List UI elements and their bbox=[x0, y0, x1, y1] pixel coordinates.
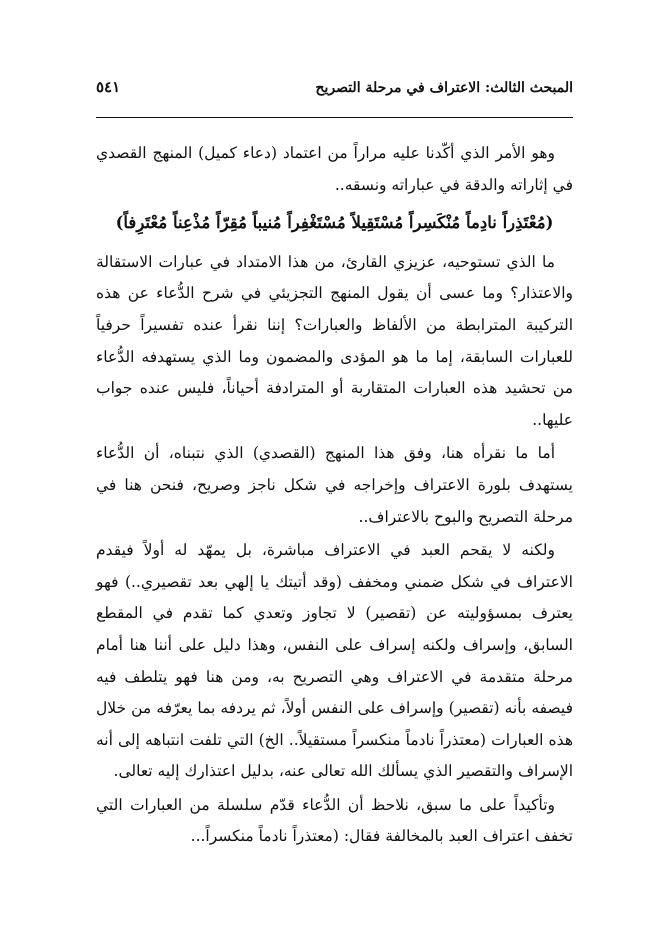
paragraph-1: وهو الأمر الذي أكّدنا عليه مراراً من اعتماد (دعاء كميل) المنهج القصدي في إثاراته والدقة في عباراته ونسقه.. bbox=[96, 144, 573, 194]
quoted-supplication: (مُعْتَذِراً نادِماً مُنْكَسِراً مُسْتَقِيلاً مُسْتَغْفِراً مُنيباً مُقِرّاً مُذْعِناً مُعْتَرِفاً) bbox=[115, 213, 554, 233]
paragraph-3: أما ما نقرأه هنا، وفق هذا المنهج (القصدي) الذي نتبناه، أن الدُّعاء يستهدف بلورة الاعتراف وإخراجه في شكل ناجز وصريح، فنحن هنا في مرحلة التصريح والبوح بالاعتراف.. bbox=[96, 444, 573, 526]
header-rule bbox=[96, 117, 573, 118]
section-title: المبحث الثالث: الاعتراف في مرحلة التصريح bbox=[315, 80, 573, 96]
running-header bbox=[96, 78, 573, 104]
page-number: ٥٤١ bbox=[96, 78, 121, 96]
paragraph-2: ما الذي تستوحيه، عزيزي القارئ، من هذا الامتداد في عبارات الاستقالة والاعتذار؟ وما عسى أن يقول المنهج التجزيئي في شرح الدُّعاء عن هذه التركيبة المترابطة من الألفاظ والعبارات؟ إننا نقرأ عنده تفسيراً حرفياً للعبارات السابقة، إما ما هو المؤدى والمضمون وما الذي يستهدفه الدُّعاء من تحشيد هذه العبارات المتقاربة أو المترادفة أحياناً، فليس عنده جواب عليها.. bbox=[96, 252, 573, 429]
body-text bbox=[96, 138, 573, 855]
paragraph-5: وتأكيداً على ما سبق، نلاحظ أن الدُّعاء قدّم سلسلة من العبارات التي تخفف اعتراف العبد بالمخالفة فقال: (معتذراً نادماً منكسراً... bbox=[96, 795, 573, 846]
paragraph-4: ولكنه لا يقحم العبد في الاعتراف مباشرة، بل يمهّد له أولاً فيقدم الاعتراف في شكل ضمني ومخفف (وقد أتيتك يا إلهي بعد تقصيري..) فهو يعترف بمسؤوليته عن (تقصير) لا تجاوز وتعدي كما تقدم في المقطع السابق، وإسراف ولكنه إسراف على النفس، وهذا دليل على أننا هنا أمام مرحلة متقدمة في الاعتراف وهي التصريح به، ومن هنا فهو يتلطف فيه فيصفه بأنه (تقصير) وإسراف على النفس أولاً، ثم يردفه بما يعرّفه من خلال هذه العبارات (معتذراً نادماً منكسراً مستقيلاً.. الخ) التي تلفت انتباهه إلى أنه الإسراف والتقصير الذي يسألك الله تعالى عنه، بدليل اعتذارك إليه تعالى. bbox=[96, 541, 573, 781]
